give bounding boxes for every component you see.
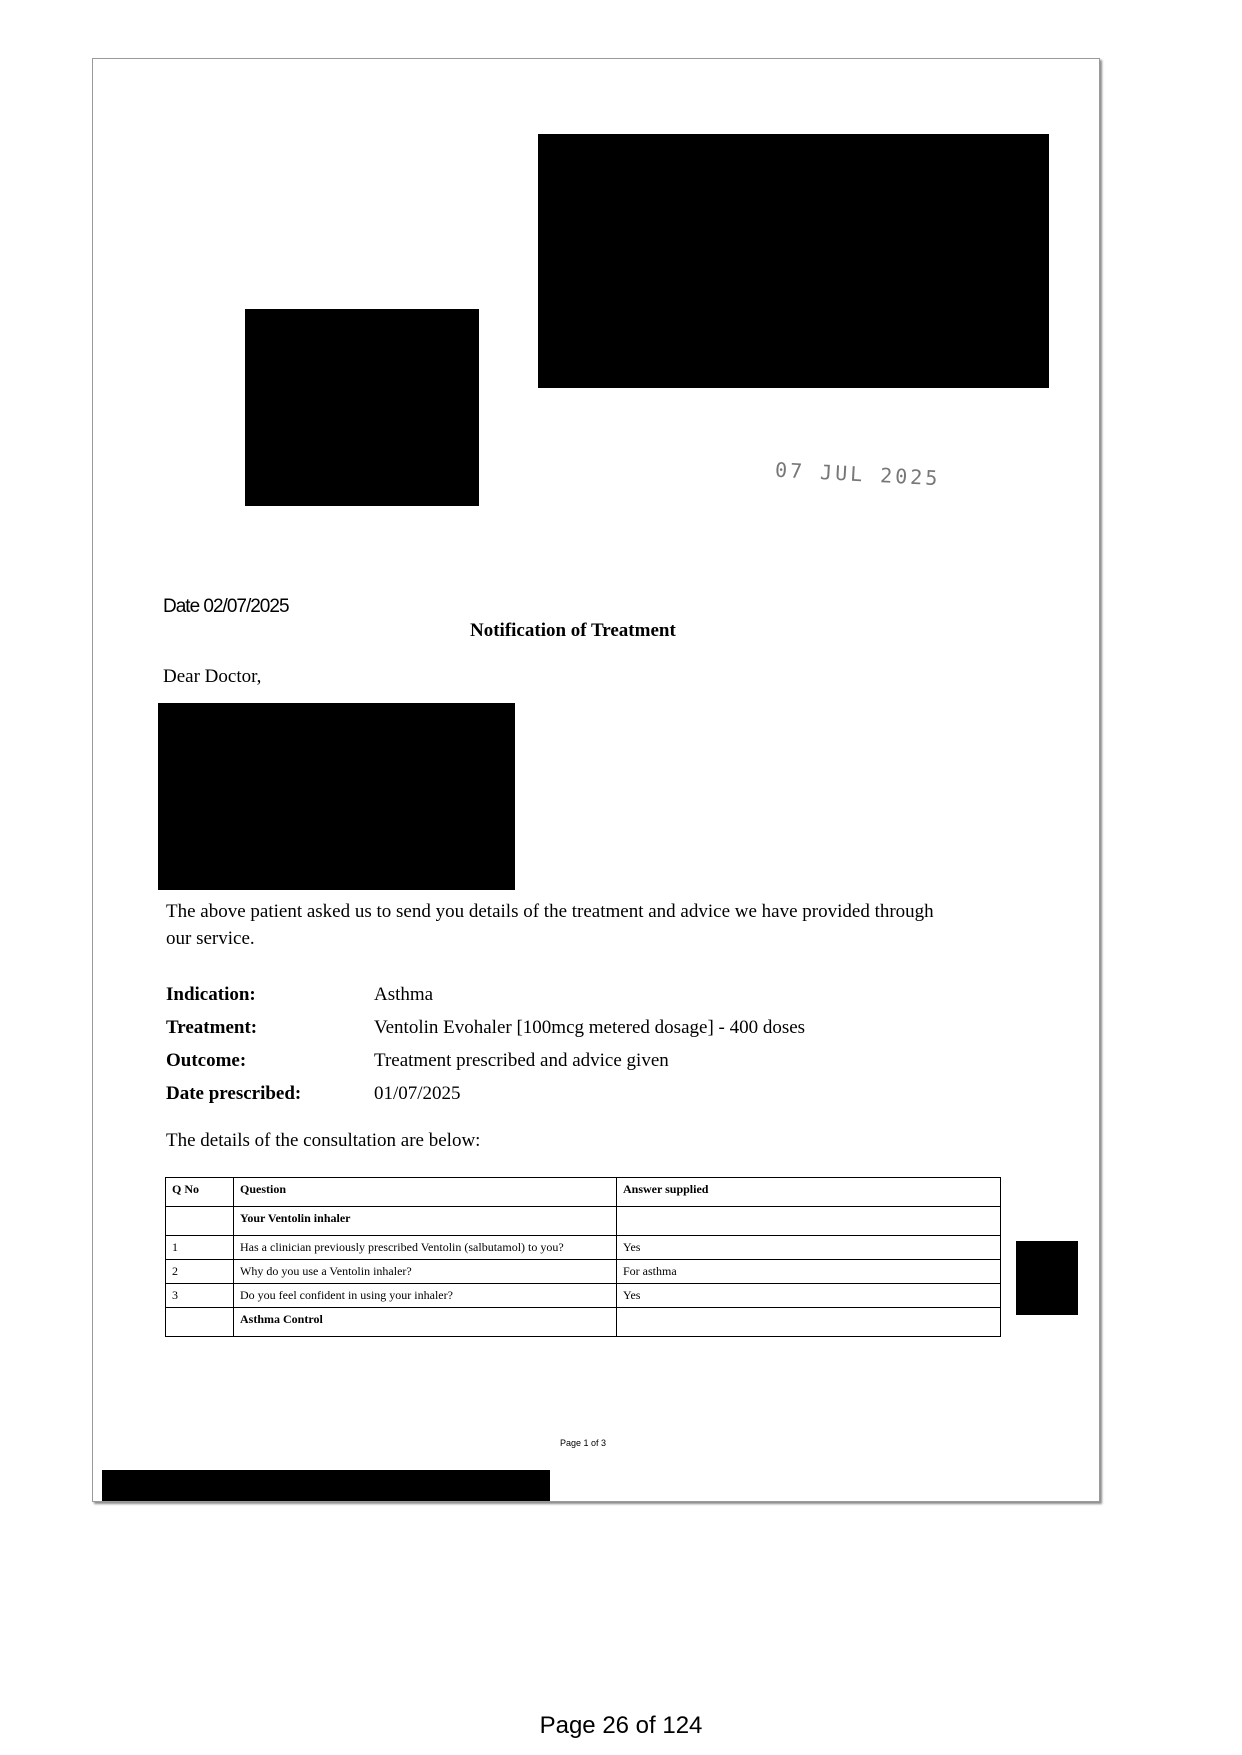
redaction-block-margin xyxy=(1016,1241,1078,1315)
redaction-block-logo xyxy=(245,309,479,506)
table-cell-no: 1 xyxy=(166,1236,234,1260)
table-cell-question: Why do you use a Ventolin inhaler? xyxy=(234,1260,617,1284)
consultation-intro: The details of the consultation are below: xyxy=(166,1130,481,1151)
table-row xyxy=(166,1260,1001,1284)
detail-label: Outcome: xyxy=(166,1049,247,1071)
detail-value: Asthma xyxy=(374,983,434,1005)
redaction-block-address xyxy=(538,134,1049,388)
detail-value: Ventolin Evohaler [100mcg metered dosage] - 400 doses xyxy=(374,1016,806,1038)
detail-label: Date prescribed: xyxy=(166,1082,302,1104)
page-footer: Page 26 of 124 xyxy=(539,1712,703,1739)
table-cell-question: Do you feel confident in using your inhaler? xyxy=(234,1284,617,1308)
detail-row-date-prescribed xyxy=(166,1077,805,1110)
detail-label: Treatment: xyxy=(166,1016,258,1038)
letter-date: Date 02/07/2025 xyxy=(163,596,289,617)
detail-value: 01/07/2025 xyxy=(374,1082,461,1104)
intro-paragraph: The above patient asked us to send you details of the treatment and advice we have provided through our service. xyxy=(166,901,934,949)
table-cell-question: Asthma Control xyxy=(234,1308,617,1337)
consultation-table xyxy=(165,1177,1001,1337)
column-header-answer: Answer supplied xyxy=(617,1178,1001,1207)
table-cell-no: 3 xyxy=(166,1284,234,1308)
table-header-row xyxy=(166,1178,1001,1207)
table-cell-no xyxy=(166,1308,234,1337)
table-cell-no xyxy=(166,1207,234,1236)
table-cell-answer: For asthma xyxy=(617,1260,1001,1284)
table-cell-answer: Yes xyxy=(617,1236,1001,1260)
received-date-stamp: 07 JUL 2025 xyxy=(774,457,941,491)
table-row xyxy=(166,1284,1001,1308)
inner-page-number: Page 1 of 3 xyxy=(560,1438,607,1448)
document-title: Notification of Treatment xyxy=(470,620,676,641)
table-cell-answer: Yes xyxy=(617,1284,1001,1308)
redaction-block-footer xyxy=(102,1470,550,1501)
table-cell-answer xyxy=(617,1308,1001,1337)
table-cell-answer xyxy=(617,1207,1001,1236)
detail-label: Indication: xyxy=(166,983,256,1005)
detail-row-treatment xyxy=(166,1011,805,1044)
redaction-block-patient xyxy=(158,703,515,890)
detail-row-indication xyxy=(166,978,805,1011)
column-header-qno: Q No xyxy=(166,1178,234,1207)
salutation: Dear Doctor, xyxy=(163,666,262,687)
detail-row-outcome xyxy=(166,1044,805,1077)
treatment-details xyxy=(166,978,805,1110)
column-header-question: Question xyxy=(234,1178,617,1207)
table-cell-question: Your Ventolin inhaler xyxy=(234,1207,617,1236)
table-section-row xyxy=(166,1308,1001,1337)
table-row xyxy=(166,1236,1001,1260)
table-cell-no: 2 xyxy=(166,1260,234,1284)
table-cell-question: Has a clinician previously prescribed Ventolin (salbutamol) to you? xyxy=(234,1236,617,1260)
detail-value: Treatment prescribed and advice given xyxy=(374,1049,669,1071)
table-section-row xyxy=(166,1207,1001,1236)
